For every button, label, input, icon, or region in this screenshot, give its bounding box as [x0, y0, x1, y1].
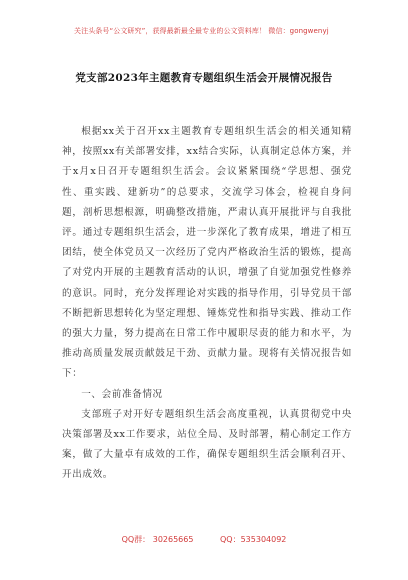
body-paragraph: 根据xx关于召开xx主题教育专题组织生活会的相关通知精神，按照xx有关部署安排，xx结合实际，认真制定总体方案，并于x月x日召开专题组织生活会。会议紧紧围绕“学思想、强党性、重实践、建新功”的总要求，交流学习体会，检视自身问题，剖析思想根源，明确整改措施，严肃认真开展批评与自我批评。通过专题组织生活会，进一步深化了教育成果，增进了相互团结，使全体党员又一次经历了党内严格政治生活的锻炼，提高了对党内开展的主题教育活动的认识，增强了自觉加强党性修养的意识。同时，充分发挥理论对实践的指导作用，引导党员干部不断把新思想转化为坚定理想、锤炼党性和指导实践、推动工作的强大力量，努力提高在日常工作中履职尽责的能力和水平，为推动高质量发展贡献鼓足干劲、贡献力量。现将有关情况报告如下：	[62, 126, 352, 380]
footer-contact	[0, 534, 408, 545]
section-heading: 一、会前准备情况	[81, 388, 163, 400]
footer-qq: QQ：535304092	[220, 535, 287, 544]
document-body	[62, 122, 352, 486]
body-paragraph: 支部班子对开好专题组织生活会高度重视，认真贯彻党中央决策部署及xx工作要求，站位全局、及时部署，精心制定工作方案，做了大量卓有成效的工作，确保专题组织生活会顺利召开、开出成效。	[62, 408, 352, 481]
footer-qq-group: QQ群： 30265665	[121, 535, 194, 544]
header-banner: 关注头条号“公文研究”，获得最新最全最专业的公文资料库！ 微信：gongwenyj	[74, 27, 329, 35]
document-title: 党支部2023年主题教育专题组织生活会开展情况报告	[75, 72, 333, 84]
